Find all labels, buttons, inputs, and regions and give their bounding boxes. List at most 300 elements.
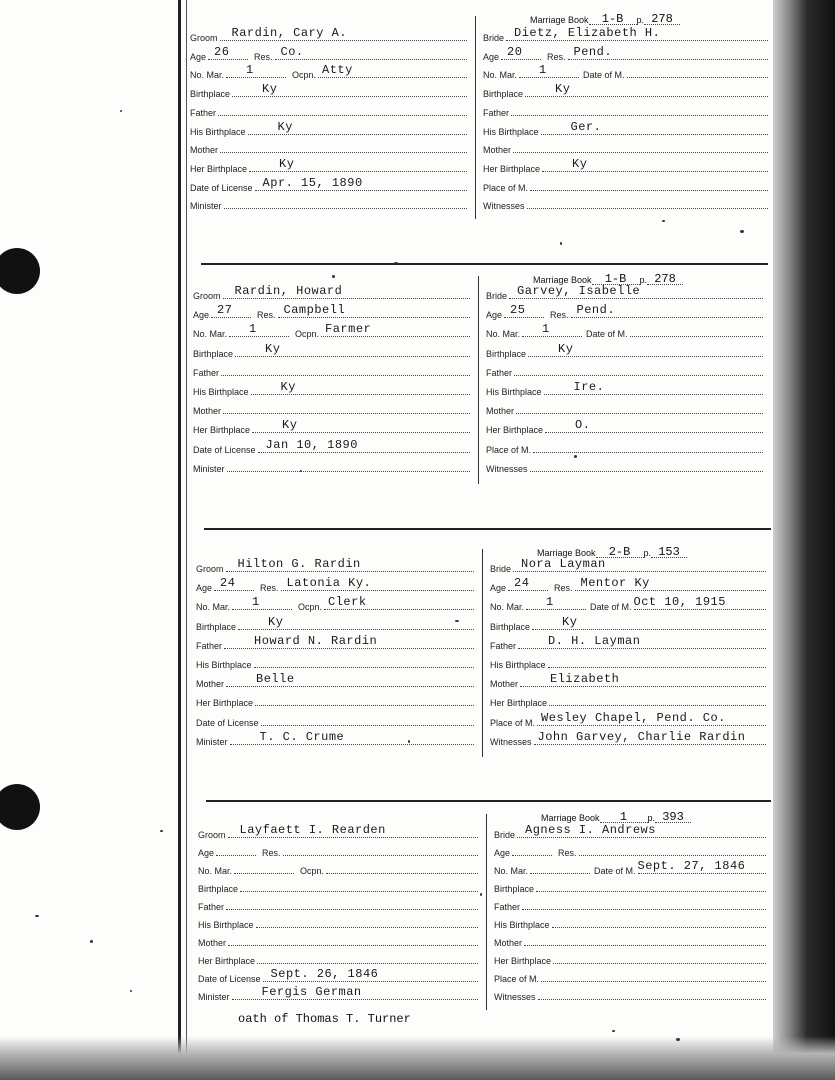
witnesses-value-line xyxy=(527,194,768,209)
place-of-m-label: Place of M. xyxy=(483,182,529,193)
marriage-book-label: Marriage Book xyxy=(530,15,589,25)
res-label: Res. xyxy=(262,848,281,858)
his-birthplace-value: Ire. xyxy=(573,380,605,394)
father-label: Father xyxy=(483,107,510,118)
age-value-line xyxy=(208,45,248,60)
groom-value-line xyxy=(220,26,467,41)
bride-age-field xyxy=(494,840,766,858)
her-birthplace-label: Her Birthplace xyxy=(490,698,548,709)
date-of-m-value-line xyxy=(630,322,763,337)
groom-mother-field xyxy=(198,930,478,948)
his-birthplace-value: Ger. xyxy=(570,119,602,134)
res-label: Res. xyxy=(260,583,279,594)
her-birthplace-label: Her Birthplace xyxy=(494,956,552,966)
groom-label: Groom xyxy=(198,830,226,840)
groom-no-mar-field xyxy=(193,321,470,339)
minister-label: Minister xyxy=(193,463,225,474)
his-birthplace-value-line xyxy=(256,913,478,928)
page-label: p. xyxy=(647,813,656,823)
mother-value-line xyxy=(516,399,763,414)
mother-value-line xyxy=(223,399,470,414)
mother-value-line xyxy=(220,138,467,153)
date-of-license-label: Date of License xyxy=(193,444,256,455)
his-birthplace-value-line xyxy=(251,380,470,395)
age-value-line xyxy=(214,576,254,591)
her-birthplace-value: Ky xyxy=(279,156,295,171)
groom-value-line xyxy=(228,823,478,838)
her-birthplace-value: Ky xyxy=(572,156,588,171)
groom-minister-field xyxy=(193,456,470,474)
bride-place-of-m-field xyxy=(486,437,763,455)
date-of-m-label: Date of M. xyxy=(594,866,636,876)
date-of-m-label: Date of M. xyxy=(586,329,628,340)
birthplace-value: Ky xyxy=(262,82,278,97)
ocpn-value: Farmer xyxy=(325,322,372,337)
place-of-m-label: Place of M. xyxy=(494,974,540,984)
bride-her-birthplace-field xyxy=(490,690,766,708)
ocpn-value: Clerk xyxy=(328,595,367,610)
date-of-license-label: Date of License xyxy=(198,974,261,984)
bride-no-mar-field xyxy=(494,858,766,876)
birthplace-value-line xyxy=(532,615,766,630)
bride-mother-field xyxy=(486,398,763,416)
groom-value: Rardin, Cary A. xyxy=(231,26,348,40)
groom-her-birthplace-field xyxy=(196,690,474,708)
groom-groom-field xyxy=(196,556,474,574)
page-number: 153 xyxy=(651,545,687,558)
father-label: Father xyxy=(198,902,225,912)
groom-age-field xyxy=(190,44,467,62)
no-mar-value-line xyxy=(226,63,286,78)
scan-speck xyxy=(560,242,562,245)
res-value-line xyxy=(281,576,474,591)
column-divider xyxy=(478,276,479,484)
bride-father-field xyxy=(494,894,766,912)
birthplace-label: Birthplace xyxy=(190,89,231,100)
date-of-license-value-line xyxy=(258,438,470,453)
her-birthplace-value-line xyxy=(549,691,766,706)
mother-label: Mother xyxy=(486,406,515,417)
father-value-line xyxy=(221,361,470,376)
age-label: Age xyxy=(193,310,210,321)
groom-value-line xyxy=(226,557,474,572)
minister-value-line xyxy=(230,730,474,745)
her-birthplace-value-line xyxy=(545,418,763,433)
birthplace-value-line xyxy=(528,342,763,357)
father-value-line xyxy=(224,634,474,649)
date-of-license-value: Apr. 15, 1890 xyxy=(262,175,363,190)
age-value: 26 xyxy=(214,44,230,59)
no-mar-label: No. Mar. xyxy=(490,602,525,613)
age-label: Age xyxy=(483,51,500,62)
bride-father-field xyxy=(486,360,763,378)
groom-minister-field xyxy=(196,729,474,747)
bride-mother-field xyxy=(490,671,766,689)
bride-his-birthplace-field xyxy=(483,119,768,137)
minister-value: Fergis German xyxy=(261,985,362,999)
groom-date-of-license-field xyxy=(190,175,467,193)
page-number: 278 xyxy=(647,272,683,285)
bride-father-field xyxy=(483,100,768,118)
marriage-book-header xyxy=(530,12,680,25)
res-label: Res. xyxy=(257,310,276,321)
res-label: Res. xyxy=(550,310,569,321)
res-value: Pend. xyxy=(573,44,613,59)
scan-speck xyxy=(408,740,410,743)
bride-value: Agness I. Andrews xyxy=(525,823,656,837)
scan-speck xyxy=(480,893,482,896)
no-mar-label: No. Mar. xyxy=(190,70,225,81)
no-mar-value-line xyxy=(522,322,582,337)
scan-speck xyxy=(300,470,302,472)
date-of-license-value-line xyxy=(255,176,467,191)
birthplace-value-line xyxy=(536,877,766,892)
groom-no-mar-field xyxy=(190,62,467,80)
her-birthplace-value: Ky xyxy=(282,418,298,433)
his-birthplace-value-line xyxy=(552,913,766,928)
groom-groom-field xyxy=(193,283,470,301)
birthplace-value-line xyxy=(232,82,467,97)
ocpn-value-line xyxy=(321,322,470,337)
no-mar-value: 1 xyxy=(546,595,554,610)
witnesses-label: Witnesses xyxy=(490,736,532,747)
place-of-m-label: Place of M. xyxy=(490,717,536,728)
date-of-license-value-line xyxy=(263,967,478,982)
age-label: Age xyxy=(486,310,503,321)
groom-his-birthplace-field xyxy=(193,379,470,397)
groom-mother-field xyxy=(190,137,467,155)
page-label: p. xyxy=(636,15,645,25)
scan-speck xyxy=(35,915,39,917)
minister-value: T. C. Crume xyxy=(259,729,345,744)
marriage-book-label: Marriage Book xyxy=(537,548,596,558)
her-birthplace-value: O. xyxy=(575,418,591,433)
page-label: p. xyxy=(639,275,648,285)
minister-label: Minister xyxy=(190,201,222,212)
res-label: Res. xyxy=(554,583,573,594)
his-birthplace-label: His Birthplace xyxy=(494,920,550,930)
bride-age-field xyxy=(490,575,766,593)
ocpn-label: Ocpn. xyxy=(295,329,320,340)
her-birthplace-label: Her Birthplace xyxy=(190,163,248,174)
no-mar-value: 1 xyxy=(246,63,254,78)
father-label: Father xyxy=(190,107,217,118)
no-mar-value: 1 xyxy=(542,322,550,337)
his-birthplace-label: His Birthplace xyxy=(490,660,546,670)
groom-date-of-license-field xyxy=(196,710,474,728)
date-of-m-value-line xyxy=(638,859,766,874)
bride-no-mar-field xyxy=(486,321,763,339)
father-label: Father xyxy=(196,640,223,651)
his-birthplace-label: His Birthplace xyxy=(483,126,539,137)
date-of-license-value-line xyxy=(261,711,474,726)
bride-no-mar-field xyxy=(490,594,766,612)
groom-mother-field xyxy=(196,671,474,689)
bride-his-birthplace-field xyxy=(490,652,766,670)
scan-speck xyxy=(676,1038,680,1041)
father-label: Father xyxy=(494,902,521,912)
ocpn-label: Ocpn. xyxy=(292,70,317,81)
groom-his-birthplace-field xyxy=(198,912,478,930)
mother-value: Belle xyxy=(256,672,295,687)
mother-label: Mother xyxy=(198,938,227,948)
bride-label: Bride xyxy=(490,564,512,574)
place-of-m-label: Place of M. xyxy=(486,444,532,455)
birthplace-value: Ky xyxy=(268,614,284,629)
age-label: Age xyxy=(198,848,215,858)
groom-father-field xyxy=(196,633,474,651)
marriage-book-number: 1-B xyxy=(589,12,637,25)
res-value-line xyxy=(579,841,766,856)
age-value-line xyxy=(216,841,256,856)
ocpn-value: Atty xyxy=(322,63,353,78)
column-divider xyxy=(482,549,483,757)
bride-label: Bride xyxy=(483,33,505,43)
bride-value: Garvey, Isabelle xyxy=(517,284,641,298)
scan-speck xyxy=(120,110,122,112)
birthplace-label: Birthplace xyxy=(483,89,524,100)
scan-speck xyxy=(740,230,744,233)
bride-bride-field xyxy=(483,25,768,43)
her-birthplace-value-line xyxy=(249,157,467,172)
his-birthplace-value-line xyxy=(544,380,763,395)
groom-value: Hilton G. Rardin xyxy=(237,557,361,571)
no-mar-label: No. Mar. xyxy=(483,70,518,81)
his-birthplace-value-line xyxy=(541,120,768,135)
father-value-line xyxy=(514,361,763,376)
minister-label: Minister xyxy=(198,992,230,1002)
bride-mother-field xyxy=(494,930,766,948)
bride-place-of-m-field xyxy=(494,966,766,984)
date-of-license-label: Date of License xyxy=(196,717,259,728)
birthplace-label: Birthplace xyxy=(196,621,237,632)
age-value-line xyxy=(512,841,552,856)
groom-groom-field xyxy=(190,25,467,43)
groom-age-field xyxy=(196,575,474,593)
bride-age-field xyxy=(486,302,763,320)
bride-value: Nora Layman xyxy=(521,557,606,571)
scan-shadow-bottom xyxy=(0,1036,835,1080)
groom-age-field xyxy=(198,840,478,858)
groom-birthplace-field xyxy=(196,614,474,632)
age-value: 25 xyxy=(510,303,526,318)
scan-speck xyxy=(130,990,132,992)
his-birthplace-label: His Birthplace xyxy=(196,660,252,670)
witnesses-value-line xyxy=(530,457,763,472)
place-of-m-value-line xyxy=(541,967,766,982)
bride-his-birthplace-field xyxy=(494,912,766,930)
page-label: p. xyxy=(643,548,652,558)
his-birthplace-value-line xyxy=(248,120,467,135)
groom-value: Rardin, Howard xyxy=(234,284,343,298)
bride-label: Bride xyxy=(494,830,516,840)
witnesses-value-line xyxy=(534,730,766,745)
no-mar-label: No. Mar. xyxy=(486,329,521,340)
bride-place-of-m-field xyxy=(490,710,766,728)
res-value-line xyxy=(575,576,766,591)
res-label: Res. xyxy=(558,848,577,858)
groom-label: Groom xyxy=(196,564,224,574)
bride-her-birthplace-field xyxy=(483,156,768,174)
her-birthplace-value-line xyxy=(542,157,768,172)
groom-his-birthplace-field xyxy=(190,119,467,137)
no-mar-label: No. Mar. xyxy=(193,329,228,340)
ocpn-value-line xyxy=(326,859,478,874)
bride-witnesses-field xyxy=(490,729,766,747)
scan-speck xyxy=(90,940,93,943)
bride-age-field xyxy=(483,44,768,62)
groom-value-line xyxy=(223,284,470,299)
his-birthplace-label: His Birthplace xyxy=(198,920,254,930)
father-value-line xyxy=(518,634,766,649)
mother-value-line xyxy=(226,672,474,687)
bride-value: Dietz, Elizabeth H. xyxy=(514,26,661,40)
place-of-m-value: Wesley Chapel, Pend. Co. xyxy=(541,710,726,725)
bride-value-line xyxy=(513,557,766,572)
age-label: Age xyxy=(190,51,207,62)
mother-label: Mother xyxy=(190,145,219,156)
res-label: Res. xyxy=(254,51,273,62)
groom-date-of-license-field xyxy=(198,966,478,984)
no-mar-value: 1 xyxy=(249,322,257,337)
birthplace-value-line xyxy=(240,877,478,892)
age-label: Age xyxy=(494,848,511,858)
res-value-line xyxy=(571,303,763,318)
mother-label: Mother xyxy=(193,406,222,417)
marriage-book-label: Marriage Book xyxy=(533,275,592,285)
scan-speck xyxy=(455,620,459,622)
no-mar-value: 1 xyxy=(252,595,260,610)
her-birthplace-label: Her Birthplace xyxy=(198,956,256,966)
res-value: Campbell xyxy=(283,303,346,318)
record-separator xyxy=(201,263,768,265)
groom-her-birthplace-field xyxy=(198,948,478,966)
bride-birthplace-field xyxy=(486,341,763,359)
no-mar-value-line xyxy=(234,859,294,874)
groom-her-birthplace-field xyxy=(190,156,467,174)
no-mar-value-line xyxy=(229,322,289,337)
res-value: Latonia Ky. xyxy=(286,576,372,591)
bride-birthplace-field xyxy=(490,614,766,632)
age-value: 27 xyxy=(217,303,233,318)
bride-birthplace-field xyxy=(494,876,766,894)
marriage-book-number: 2-B xyxy=(596,545,644,558)
mother-value-line xyxy=(228,931,478,946)
groom-her-birthplace-field xyxy=(193,417,470,435)
witnesses-label: Witnesses xyxy=(494,992,536,1002)
groom-father-field xyxy=(190,100,467,118)
father-label: Father xyxy=(193,367,220,378)
no-mar-label: No. Mar. xyxy=(198,866,233,876)
his-birthplace-label: His Birthplace xyxy=(193,387,249,397)
column-divider xyxy=(475,16,476,219)
his-birthplace-value-line xyxy=(548,653,766,668)
date-of-license-label: Date of License xyxy=(190,182,253,193)
page-border xyxy=(178,0,181,1080)
bride-birthplace-field xyxy=(483,81,768,99)
mother-label: Mother xyxy=(483,145,512,156)
age-value: 20 xyxy=(507,44,523,59)
birthplace-value: Ky xyxy=(558,341,574,356)
groom-date-of-license-field xyxy=(193,437,470,455)
witnesses-label: Witnesses xyxy=(486,463,528,474)
scan-speck xyxy=(662,220,665,222)
mother-value-line xyxy=(524,931,766,946)
punch-hole-icon xyxy=(0,248,40,294)
bride-label: Bride xyxy=(486,291,508,301)
ocpn-value-line xyxy=(324,595,474,610)
mother-label: Mother xyxy=(196,679,225,690)
groom-age-field xyxy=(193,302,470,320)
groom-birthplace-field xyxy=(198,876,478,894)
her-birthplace-value-line xyxy=(257,949,478,964)
birthplace-value: Ky xyxy=(265,341,281,356)
age-label: Age xyxy=(196,583,213,594)
age-value-line xyxy=(508,576,548,591)
birthplace-label: Birthplace xyxy=(494,884,535,894)
birthplace-value: Ky xyxy=(562,614,578,629)
mother-value: Elizabeth xyxy=(550,672,620,687)
bride-value-line xyxy=(509,284,763,299)
res-value-line xyxy=(275,45,467,60)
her-birthplace-label: Her Birthplace xyxy=(483,163,541,174)
bride-witnesses-field xyxy=(494,984,766,1002)
age-value-line xyxy=(504,303,544,318)
groom-his-birthplace-field xyxy=(196,652,474,670)
groom-birthplace-field xyxy=(193,341,470,359)
footnote: oath of Thomas T. Turner xyxy=(238,1012,411,1026)
record-separator xyxy=(206,800,771,802)
age-value: 24 xyxy=(514,576,530,591)
bride-her-birthplace-field xyxy=(486,417,763,435)
no-mar-value-line xyxy=(530,859,590,874)
no-mar-label: No. Mar. xyxy=(196,602,231,613)
his-birthplace-value: Ky xyxy=(277,119,293,134)
date-of-license-value: Sept. 26, 1846 xyxy=(270,967,379,981)
father-value-line xyxy=(226,895,478,910)
bride-his-birthplace-field xyxy=(486,379,763,397)
bride-witnesses-field xyxy=(486,456,763,474)
place-of-m-value-line xyxy=(530,176,768,191)
groom-label: Groom xyxy=(190,33,218,43)
groom-father-field xyxy=(198,894,478,912)
father-value-line xyxy=(218,101,467,116)
page-border-inner xyxy=(186,0,187,1080)
her-birthplace-value-line xyxy=(255,691,474,706)
mother-value-line xyxy=(513,138,768,153)
bride-father-field xyxy=(490,633,766,651)
bride-her-birthplace-field xyxy=(494,948,766,966)
age-value: 24 xyxy=(220,576,236,591)
minister-value-line xyxy=(227,457,470,472)
ocpn-label: Ocpn. xyxy=(298,602,323,613)
minister-value-line xyxy=(224,194,467,209)
bride-witnesses-field xyxy=(483,193,768,211)
groom-value: Layfaett I. Rearden xyxy=(239,823,386,837)
age-value-line xyxy=(501,45,541,60)
groom-groom-field xyxy=(198,822,478,840)
punch-hole-icon xyxy=(0,784,40,830)
her-birthplace-value-line xyxy=(553,949,766,964)
column-divider xyxy=(486,814,487,1010)
her-birthplace-label: Her Birthplace xyxy=(193,425,251,436)
age-value-line xyxy=(211,303,251,318)
mother-label: Mother xyxy=(490,679,519,690)
groom-label: Groom xyxy=(193,291,221,301)
date-of-m-label: Date of M. xyxy=(590,602,632,613)
bride-bride-field xyxy=(494,822,766,840)
bride-value-line xyxy=(506,26,768,41)
